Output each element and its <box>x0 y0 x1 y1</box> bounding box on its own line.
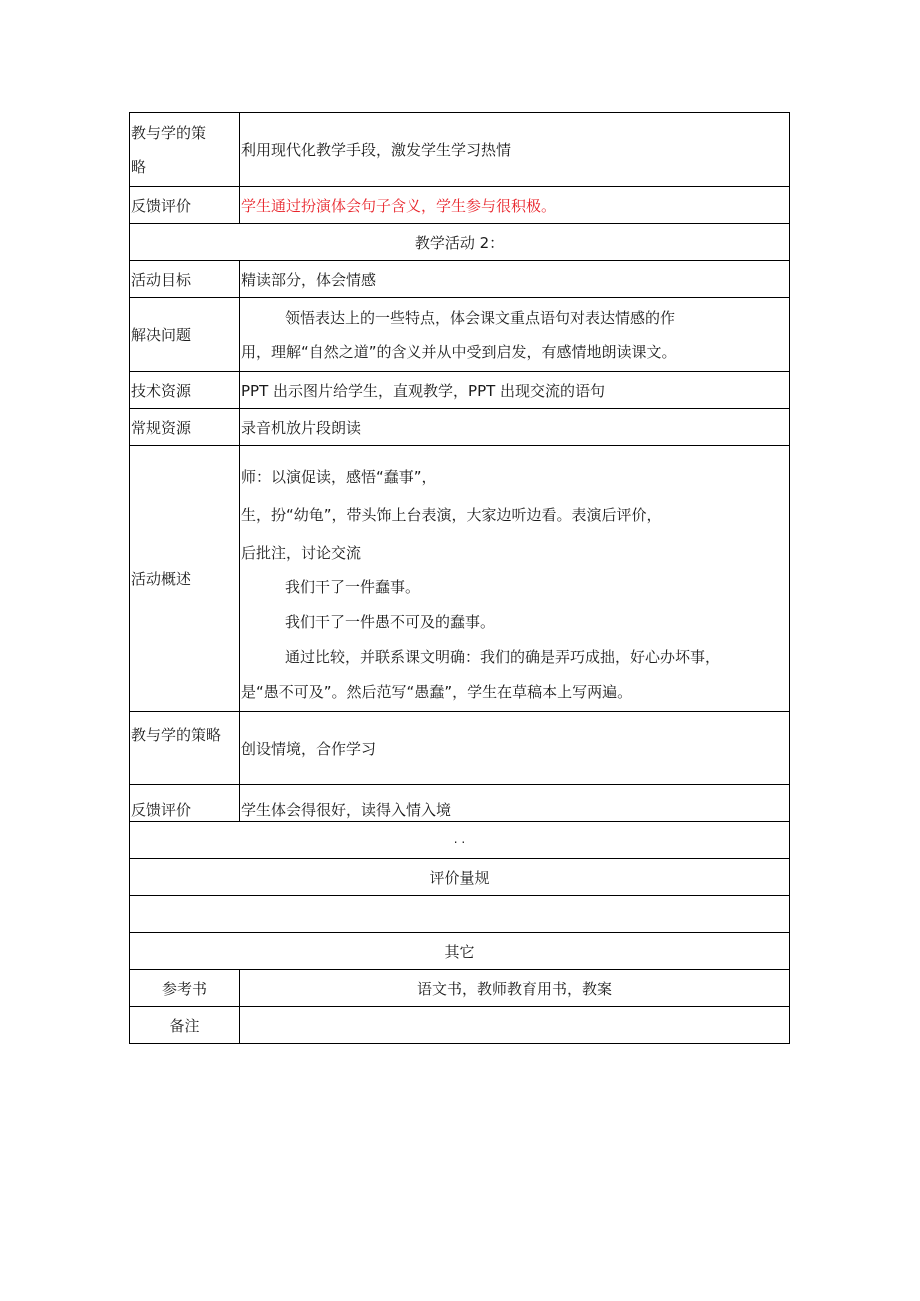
rubric-title: 评价量规 <box>429 868 490 887</box>
note-value <box>240 1007 789 1043</box>
feedback-label: 反馈评价 <box>130 187 240 223</box>
strategy2-label: 教与学的策略 <box>130 712 240 784</box>
overview-line: 生，扮“幼龟”，带头饰上台表演，大家边听边看。表演后评价， <box>241 506 662 524</box>
overview-line: 师：以演促读，感悟“蠢事”， <box>241 468 437 486</box>
overview-line: 通过比较，并联系课文明确：我们的确是弄巧成拙，好心办坏事， <box>285 648 721 666</box>
goal-row <box>129 260 790 297</box>
rubric-empty-row <box>129 895 790 932</box>
rubric-empty-cell <box>130 896 789 932</box>
dots-text: . . <box>453 832 466 846</box>
tech-value: PPT 出示图片给学生，直观教学，PPT 出现交流的语句 <box>241 381 606 400</box>
strategy-value: 利用现代化教学手段，激发学生学习热情 <box>241 141 512 159</box>
problem-line1: 领悟表达上的一些特点，体会课文重点语句对表达情感的作 <box>285 308 676 327</box>
goal-value: 精读部分，体会情感 <box>241 270 377 289</box>
reference-value: 语文书，教师教育用书，教案 <box>416 979 612 998</box>
feedback-value: 学生通过扮演体会句子含义，学生参与很积极。 <box>241 196 557 215</box>
goal-label: 活动目标 <box>130 261 240 297</box>
rubric-header-row <box>129 858 790 895</box>
other-header-row <box>129 932 790 969</box>
reference-row <box>129 969 790 1006</box>
reference-label: 参考书 <box>130 970 240 1006</box>
other-title: 其它 <box>444 942 475 961</box>
problem-row <box>129 297 790 371</box>
overview-line: 我们干了一件愚不可及的蠢事。 <box>285 613 496 631</box>
problem-label: 解决问题 <box>130 298 240 371</box>
strategy2-value: 创设情境，合作学习 <box>241 739 377 758</box>
lesson-plan-table <box>129 112 790 1044</box>
routine-label: 常规资源 <box>130 409 240 445</box>
problem-value <box>240 298 789 371</box>
problem-line2: 用，理解“自然之道”的含义并从中受到启发，有感情地朗读课文。 <box>241 342 677 361</box>
activity2-title: 教学活动 2： <box>414 233 505 252</box>
overview-label: 活动概述 <box>130 446 240 711</box>
dots-row <box>129 821 790 858</box>
overview-line: 后批注，讨论交流 <box>241 544 362 562</box>
routine-value: 录音机放片段朗读 <box>241 418 362 437</box>
overview-line: 是“愚不可及”。然后范写“愚蠢”，学生在草稿本上写两遍。 <box>241 683 633 701</box>
tech-row <box>129 371 790 408</box>
overview-value <box>240 446 789 711</box>
activity2-header-row <box>129 223 790 260</box>
note-row <box>129 1006 790 1044</box>
overview-line: 我们干了一件蠢事。 <box>285 578 421 596</box>
feedback-row <box>129 186 790 223</box>
note-label: 备注 <box>130 1007 240 1043</box>
feedback2-value: 学生体会得很好，读得入情入境 <box>241 801 452 819</box>
tech-label: 技术资源 <box>130 372 240 408</box>
strategy-label <box>130 113 240 186</box>
feedback2-label: 反馈评价 <box>130 785 240 821</box>
strategy-row <box>129 112 790 186</box>
overview-row <box>129 445 790 711</box>
strategy-label-line2: 略 <box>131 157 147 176</box>
strategy2-row <box>129 711 790 784</box>
routine-row <box>129 408 790 445</box>
feedback2-row <box>129 784 790 821</box>
strategy-label-line1: 教与学的策 <box>131 123 207 142</box>
